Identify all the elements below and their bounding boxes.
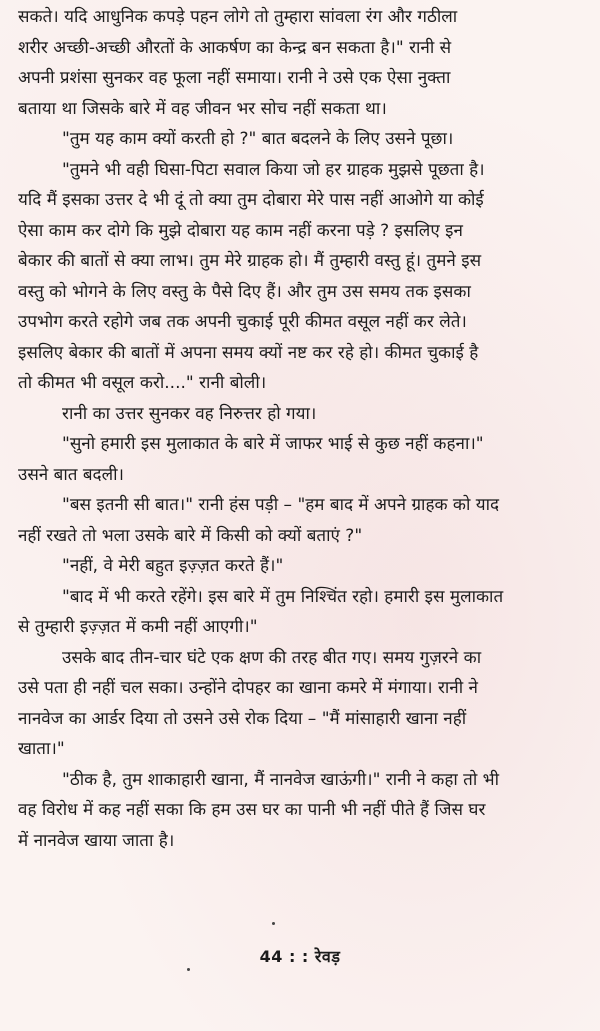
text-line: "तुम यह काम क्यों करती हो ?" बात बदलने के लिए उसने पूछा।: [62, 129, 454, 149]
text-line: तो कीमत भी वसूल करो...." रानी बोली।: [18, 373, 267, 393]
text-line: वस्तु को भोगने के लिए वस्तु के पैसे दिए हैं। और तुम उस समय तक इसका: [18, 281, 471, 302]
text-line: ऐसा काम कर दोगे कि मुझे दोबारा यह काम नहीं करना पड़े ? इसलिए इन: [18, 220, 463, 241]
text-line: इसलिए बेकार की बातों में अपना समय क्यों नष्ट कर रहे हो। कीमत चुकाई है: [18, 342, 479, 363]
text-line: "नहीं, वे मेरी बहुत इज़्ज़त करते हैं।": [62, 556, 284, 576]
text-line: "ठीक है, तुम शाकाहारी खाना, मैं नानवेज खाऊंगी।" रानी ने कहा तो भी: [62, 769, 500, 790]
ink-speck: [187, 968, 190, 971]
text-line: "बस इतनी सी बात।" रानी हंस पड़ी – "हम बाद में अपने ग्राहक को याद: [62, 495, 500, 515]
text-line: बेकार की बातों से क्या लाभ। तुम मेरे ग्राहक हो। मैं तुम्हारी वस्तु हूं। तुमने इस: [18, 251, 482, 271]
text-line: नानवेज का आर्डर दिया तो उसने उसे रोक दिया – "मैं मांसाहारी खाना नहीं: [18, 708, 467, 729]
text-line: शरीर अच्छी-अच्छी औरतों के आकर्षण का केन्द्र बन सकता है।" रानी से: [18, 37, 452, 58]
text-line: से तुम्हारी इज़्ज़त में कमी नहीं आएगी।": [18, 617, 258, 637]
text-line: उसे पता ही नहीं चल सका। उन्होंने दोपहर का खाना कमरे में मंगाया। रानी ने: [18, 678, 478, 698]
text-line: रानी का उत्तर सुनकर वह निरुत्तर हो गया।: [62, 403, 317, 424]
text-line: सकते। यदि आधुनिक कपड़े पहन लोगे तो तुम्हारा सांवला रंग और गठीला: [18, 7, 458, 27]
text-line: बताया था जिसके बारे में वह जीवन भर सोच नहीं सकता था।: [18, 98, 387, 119]
ink-speck: [272, 922, 275, 925]
page-footer: [0, 945, 600, 967]
footer-separator: : :: [288, 947, 309, 966]
book-title: रेवड़: [314, 947, 341, 966]
text-line: अपनी प्रशंसा सुनकर वह फूला नहीं समाया। रानी ने उसे एक ऐसा नुक्ता: [18, 68, 451, 88]
text-line: वह विरोध में कह नहीं सका कि हम उस घर का पानी भी नहीं पीते हैं जिस घर: [18, 800, 486, 820]
text-line: उपभोग करते रहोगे जब तक अपनी चुकाई पूरी कीमत वसूल नहीं कर लेते।: [18, 312, 467, 332]
text-line: खाता।": [18, 739, 65, 759]
text-line: "तुमने भी वही घिसा-पिटा सवाल किया जो हर ग्राहक मुझसे पूछता है।: [62, 159, 485, 180]
text-line: नहीं रखते तो भला उसके बारे में किसी को क्यों बताएं ?": [18, 525, 363, 546]
text-line: में नानवेज खाया जाता है।: [18, 830, 175, 851]
text-line: उसने बात बदली।: [18, 464, 124, 485]
page-number: 44: [259, 947, 283, 966]
text-line: "सुनो हमारी इस मुलाकात के बारे में जाफर भाई से कुछ नहीं कहना।": [62, 434, 484, 454]
body-text: [18, 2, 584, 856]
text-line: यदि मैं इसका उत्तर दे भी दूं तो क्या तुम दोबारा मेरे पास नहीं आओगे या कोई: [18, 190, 484, 210]
text-line: "बाद में भी करते रहेंगे। इस बारे में तुम निश्चिंत रहो। हमारी इस मुलाकात: [62, 586, 504, 607]
text-line: उसके बाद तीन-चार घंटे एक क्षण की तरह बीत गए। समय गुज़रने का: [62, 647, 482, 668]
